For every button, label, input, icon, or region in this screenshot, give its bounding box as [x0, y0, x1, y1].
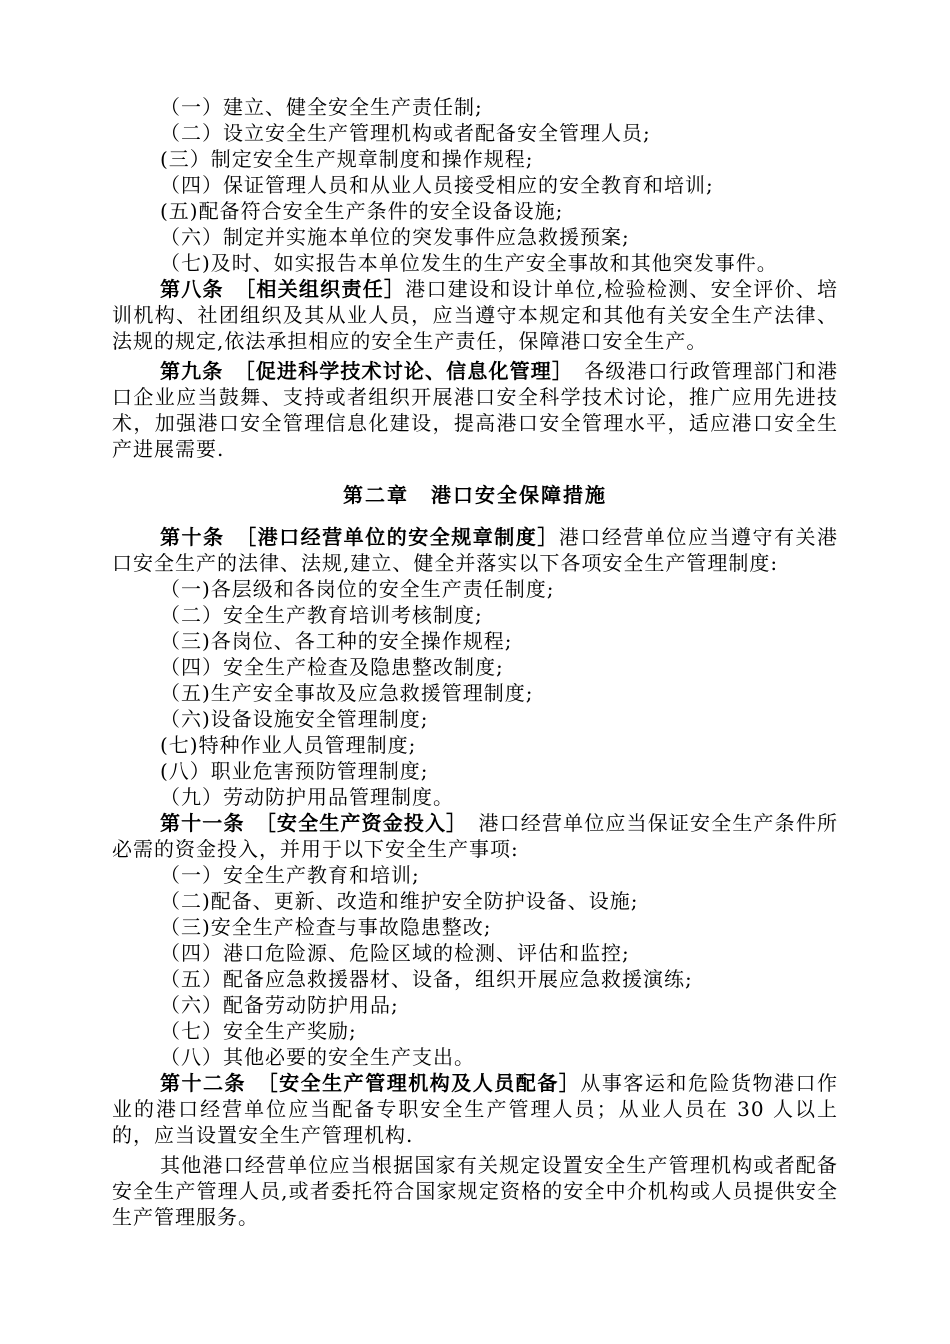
list-item: （八）其他必要的安全生产支出。	[160, 1045, 475, 1069]
list-item: （六)设备设施安全管理制度;	[160, 707, 429, 731]
list-item: （九）劳动防护用品管理制度。	[160, 785, 454, 809]
list-item: （一）安全生产教育和培训;	[160, 863, 420, 887]
article-number: 第十条	[160, 525, 225, 549]
funding-list	[112, 862, 838, 1070]
list-item: （六）配备劳动防护用品;	[160, 993, 399, 1017]
list-item: （五)生产安全事故及应急救援管理制度;	[160, 681, 534, 705]
article-body: 港口建设和设计单位,检验检测、安全评价、培训机构、社团组织及其从业人员，应当遵守本规定和其他有关安全生产法律、法规的规定,依法承担相应的安全生产责任，保障港口安全生产。	[112, 277, 839, 353]
article-title: ［安全生产资金投入］	[265, 811, 458, 835]
article-11	[112, 810, 838, 862]
list-item: （七)及时、如实报告本单位发生的生产安全事故和其他突发事件。	[160, 251, 778, 275]
list-item: （一）建立、健全安全生产责任制;	[160, 95, 483, 119]
list-item: （三)安全生产检查与事故隐患整改;	[160, 915, 492, 939]
list-item: （六）制定并实施本单位的突发事件应急救援预案;	[160, 225, 630, 249]
article-body: 从事客运和危险货物港口作业的港口经营单位应当配备专职安全生产管理人员；从业人员在 30 人以上的，应当设置安全生产管理机构.	[112, 1071, 839, 1147]
article-8	[112, 276, 838, 354]
list-item: (八）职业危害预防管理制度;	[160, 759, 429, 783]
list-item: （四）安全生产检查及隐患整改制度;	[160, 655, 504, 679]
article-12-paragraph-2: 其他港口经营单位应当根据国家有关规定设置安全生产管理机构或者配备安全生产管理人员,或者委托符合国家规定资格的安全中介机构或人员提供安全生产管理服务。	[112, 1153, 838, 1229]
rules-list	[112, 576, 838, 810]
list-item: （七）安全生产奖励;	[160, 1019, 357, 1043]
chapter-heading: 第二章 港口安全保障措施	[343, 483, 607, 507]
list-item: （二）设立安全生产管理机构或者配备安全管理人员;	[160, 121, 651, 145]
list-item: (三）制定安全生产规章制度和操作规程;	[160, 147, 534, 171]
list-item: （二)配备、更新、改造和维护安全防护设备、设施;	[160, 889, 639, 913]
article-title: ［港口经营单位的安全规章制度］	[246, 525, 559, 549]
article-title: ［安全生产管理机构及人员配备］	[267, 1071, 581, 1095]
duty-list	[112, 94, 838, 276]
article-number: 第九条	[160, 359, 224, 383]
article-body: 港口经营单位应当保证安全生产条件所必需的资金投入，并用于以下安全生产事项:	[112, 811, 838, 861]
article-number: 第八条	[160, 277, 224, 301]
article-number: 第十二条	[160, 1071, 247, 1095]
list-item: （一)各层级和各岗位的安全生产责任制度;	[160, 577, 555, 601]
article-number: 第十一条	[160, 811, 245, 835]
article-title: ［相关组织责任］	[245, 277, 406, 301]
article-9	[112, 358, 838, 462]
list-item: (五)配备符合安全生产条件的安全设备设施;	[160, 199, 564, 223]
article-title: ［促进科学技术讨论、信息化管理］	[244, 359, 564, 383]
list-item: （五）配备应急救援器材、设备，组织开展应急救援演练;	[160, 967, 693, 991]
article-body: 各级港口行政管理部门和港口企业应当鼓舞、支持或者组织开展港口安全科学技术讨论，推广应用先进技术，加强港口安全管理信息化建设，提高港口安全管理水平，适应港口安全生产进展需要.	[112, 359, 838, 461]
list-item: (七)特种作业人员管理制度;	[160, 733, 417, 757]
list-item: （四）保证管理人员和从业人员接受相应的安全教育和培训;	[160, 173, 714, 197]
list-item: （三)各岗位、各工种的安全操作规程;	[160, 629, 513, 653]
article-body: 港口经营单位应当遵守有关港口安全生产的法律、法规,建立、健全并落实以下各项安全生产管理制度:	[112, 525, 839, 575]
list-item: （四）港口危险源、危险区域的检测、评估和监控;	[160, 941, 630, 965]
article-12	[112, 1070, 838, 1148]
article-10	[112, 524, 838, 576]
list-item: （二）安全生产教育培训考核制度;	[160, 603, 483, 627]
